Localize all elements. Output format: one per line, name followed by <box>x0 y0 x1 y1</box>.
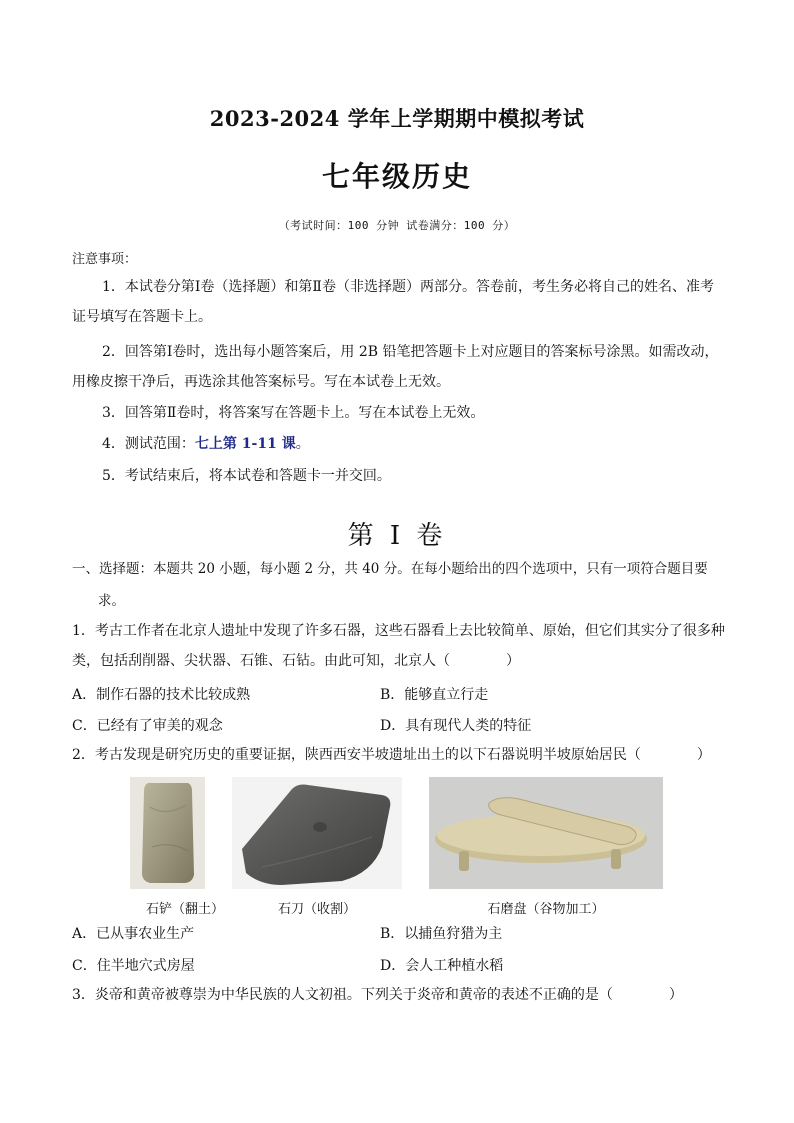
exam-info: （考试时间：100 分钟 试卷满分：100 分） <box>278 219 516 232</box>
test-range: 七上第 1-11 课 <box>194 436 296 452</box>
question-2-paren-close: ） <box>696 747 711 763</box>
q1-option-b: B．能够直立行走 <box>380 687 489 703</box>
q1-option-a: A．制作石器的技术比较成熟 <box>72 687 251 703</box>
note-item-3: 3．回答第Ⅱ卷时，将答案写在答题卡上。写在本试卷上无效。 <box>102 405 485 421</box>
note-item-5: 5．考试结束后，将本试卷和答题卡一并交回。 <box>102 468 391 484</box>
stone-shovel-image <box>130 777 205 889</box>
question-1-line2 <box>72 646 732 676</box>
note-item-4-suffix: 。 <box>295 436 310 452</box>
note-item-1: 1．本试卷分第Ⅰ卷（选择题）和第Ⅱ卷（非选择题）两部分。答卷前，考生务必将自己的姓名、准考证号填写在答题卡上。 <box>72 279 714 325</box>
section-heading-line1: 一、选择题：本题共 20 小题，每小题 2 分，共 40 分。在每小题给出的四个选项中，只有一项符合题目要 <box>72 561 708 577</box>
note-item-4-prefix: 4．测试范围： <box>102 436 195 452</box>
notes-heading: 注意事项： <box>72 252 138 267</box>
q1-option-c: C．已经有了审美的观念 <box>72 718 223 734</box>
note-item-4 <box>72 429 724 459</box>
q1-option-d: D．具有现代人类的特征 <box>380 718 532 734</box>
q2-option-d: D．会人工种植水稻 <box>380 958 504 974</box>
grinding-slab-image <box>429 777 663 889</box>
section-heading-line2: 求。 <box>98 593 125 609</box>
q2-option-a: A．已从事农业生产 <box>72 926 195 942</box>
question-2-stem <box>72 740 732 770</box>
q2-option-b: B．以捕鱼狩猎为主 <box>380 926 503 942</box>
caption-grinding-slab: 石磨盘（谷物加工） <box>487 902 605 917</box>
question-3-stem <box>72 980 732 1010</box>
question-1 <box>72 616 732 676</box>
section-heading <box>72 553 724 617</box>
grinding-slab-drawing <box>429 777 663 889</box>
subject-title: 七年级历史 <box>321 160 472 193</box>
question-1-line2-text: 类，包括刮削器、尖状器、石锥、石钻。由此可知，北京人（ <box>72 653 450 669</box>
stone-knife-image <box>232 777 402 889</box>
question-1-line1: 1．考古工作者在北京人遗址中发现了许多石器，这些石器看上去比较简单、原始，但它们其实分了很多种 <box>72 623 725 639</box>
question-2-text: 2．考古发现是研究历史的重要证据，陕西西安半坡遗址出土的以下石器说明半坡原始居民（ <box>72 747 641 763</box>
stone-knife-drawing <box>232 777 402 889</box>
question-3-paren-close: ） <box>668 987 683 1003</box>
caption-stone-knife: 石刀（收割） <box>277 902 356 917</box>
stone-shovel-drawing <box>130 777 205 889</box>
question-3-text: 3．炎帝和黄帝被尊崇为中华民族的人文初祖。下列关于炎帝和黄帝的表述不正确的是（ <box>72 987 613 1003</box>
q2-option-c: C．住半地穴式房屋 <box>72 958 195 974</box>
note-item-2: 2．回答第Ⅰ卷时，选出每小题答案后，用 2B 铅笔把答题卡上对应题目的答案标号涂黑。如需改动，用橡皮擦干净后，再选涂其他答案标号。写在本试卷上无效。 <box>72 344 719 390</box>
caption-stone-shovel: 石铲（翻土） <box>145 902 224 917</box>
question-1-paren-close: ） <box>506 653 520 669</box>
volume-title: 第 I 卷 <box>347 521 447 551</box>
exam-title: 2023-2024 学年上学期期中模拟考试 <box>209 106 585 131</box>
